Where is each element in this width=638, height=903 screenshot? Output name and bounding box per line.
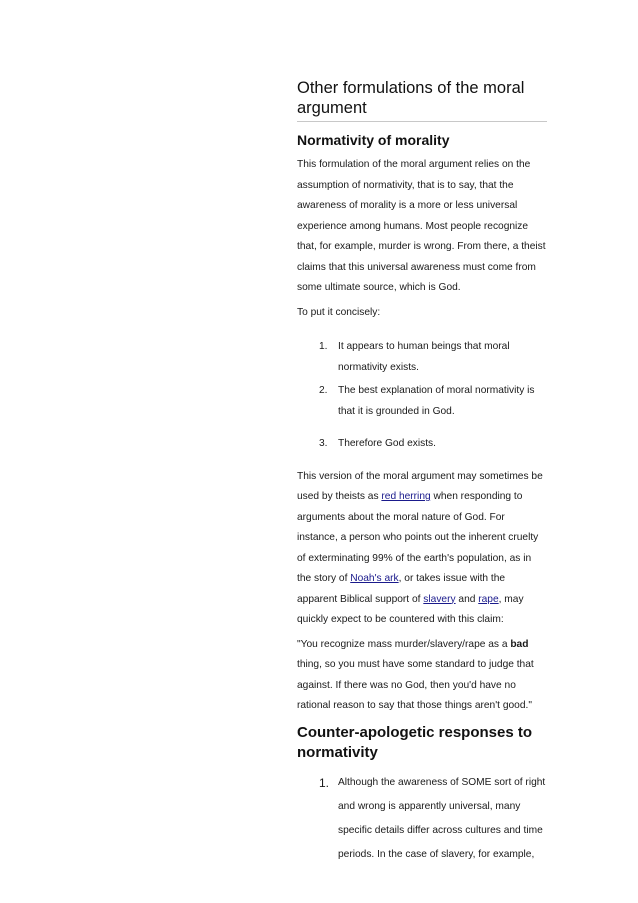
list-number: 1. xyxy=(319,775,330,790)
quote-bold-word: bad xyxy=(510,638,529,650)
list-number: 2. xyxy=(319,385,328,396)
version-text-1: This version of the moral argument may sometimes be used by theists as xyxy=(297,470,543,502)
version-text-2: when responding to arguments about the moral nature of God. For instance, a person who points out the inherent cruelty of exterminating 99% of the earth's population, as in the story of xyxy=(297,491,539,584)
list-item xyxy=(297,771,547,867)
version-text-4: and xyxy=(455,593,479,605)
list-item-text: The best explanation of moral normativity is that it is grounded in God. xyxy=(338,385,535,417)
version-text-3: , or takes issue with the apparent Biblical support of xyxy=(297,573,506,605)
quote-text-1: "You recognize mass murder/slavery/rape as a xyxy=(297,638,511,650)
list-item-text: Although the awareness of SOME sort of right and wrong is apparently universal, many specific details differ across cultures and time periods. In the case of slavery, for example, xyxy=(338,776,546,860)
counter-responses-list xyxy=(297,771,547,867)
rape-link[interactable]: rape xyxy=(478,593,499,605)
intro-paragraph: This formulation of the moral argument relies on the assumption of normativity, that is to say, that the awareness of morality is a more or less universal experience among humans. Most people recognize that, for example, murder is wrong. From there, a theist claims that this universal awareness must come from some ultimate source, which is God. xyxy=(297,159,546,293)
list-number: 3. xyxy=(319,438,328,449)
list-item xyxy=(297,337,547,378)
list-item-text: It appears to human beings that moral normativity exists. xyxy=(338,341,510,373)
version-paragraph xyxy=(297,467,547,631)
quote-text-2: thing, so you must have some standard to judge that against. If there was no God, then you'd have no rational reason to say that those things aren't good." xyxy=(297,659,534,711)
noahs-ark-link[interactable]: Noah's ark xyxy=(350,573,399,584)
red-herring-link[interactable]: red herring xyxy=(381,491,431,502)
list-item-text: Therefore God exists. xyxy=(338,438,436,449)
concise-paragraph: To put it concisely: xyxy=(297,306,381,318)
section-title: Other formulations of the moral argument xyxy=(297,78,547,122)
list-item xyxy=(297,381,547,422)
argument-steps-list xyxy=(297,337,547,455)
normativity-heading: Normativity of morality xyxy=(297,132,450,148)
version-text-5: , may quickly expect to be countered with this claim: xyxy=(297,593,524,625)
slavery-link[interactable]: slavery xyxy=(423,593,456,605)
list-number: 1. xyxy=(319,341,328,352)
quote-paragraph xyxy=(297,635,547,717)
list-item xyxy=(297,434,547,455)
article-content xyxy=(297,78,547,870)
counter-heading: Counter-apologetic responses to normativity xyxy=(297,723,533,761)
